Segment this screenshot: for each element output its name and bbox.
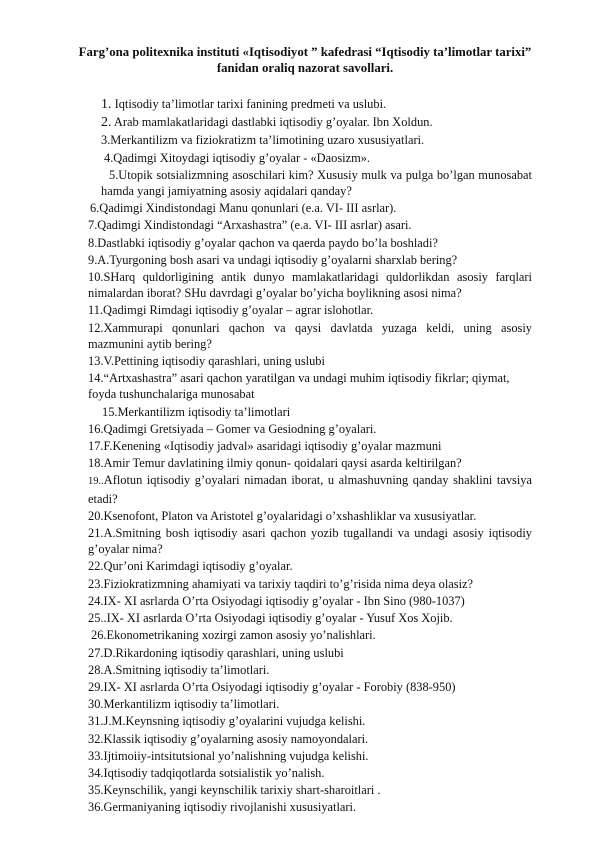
question-text: IX- XI asrlarda O’rta Osiyodagi iqtisodiy g’oyalar - Forobiy (838-950) xyxy=(103,679,456,694)
question-item xyxy=(88,525,532,557)
question-item xyxy=(88,114,532,131)
question-number: 36. xyxy=(88,800,104,815)
question-text: Qadimgi Xindistondagi Manu qonunlari (e.a. VI- III asrlar). xyxy=(99,201,397,216)
question-item xyxy=(88,508,532,524)
question-number: 25.. xyxy=(88,611,107,626)
question-text: A.Smitning bosh iqtisodiy asari qachon yozib tugallandi va undagi asosiy iqtisodiy g’oyalar nima? xyxy=(88,526,532,557)
question-text: Iqtisodiy ta’limotlar tarixi fanining predmeti va uslubi. xyxy=(114,97,387,111)
question-item xyxy=(88,610,532,626)
question-text: Aflotun iqtisodiy g’oyalari nimadan iborat, u almashuvning qanday shaklini tavsiya etadi? xyxy=(88,473,532,506)
question-item xyxy=(88,679,532,695)
question-number: 31. xyxy=(88,714,104,729)
question-text: Utopik sotsializmning asoschilari kim? Xususiy mulk va pulga bo’lgan munosabat hamda yangi jamiyatning asosiy aqidalari qanday? xyxy=(101,167,532,199)
question-item xyxy=(88,576,532,592)
question-number: 33. xyxy=(88,748,104,763)
question-item xyxy=(88,370,532,402)
question-item xyxy=(88,765,532,781)
question-item xyxy=(88,252,532,268)
question-number: 5. xyxy=(109,167,119,182)
question-item xyxy=(88,96,532,113)
question-item xyxy=(88,713,532,729)
question-number: 30. xyxy=(88,697,104,712)
question-list xyxy=(88,96,532,817)
question-number: 29. xyxy=(88,679,104,694)
question-number: 26. xyxy=(91,628,107,643)
question-number: 4. xyxy=(104,150,114,165)
question-number: 24. xyxy=(88,593,104,608)
question-item xyxy=(88,353,532,369)
question-text: Qur’oni Karimdagi iqtisodiy g’oyalar. xyxy=(103,559,293,574)
question-item xyxy=(88,235,532,251)
question-text: F.Kenening «Iqtisodiy jadval» asaridagi iqtisodiy g’oyalar mazmuni xyxy=(103,439,442,454)
question-number: 2. xyxy=(101,115,112,131)
question-number: 32. xyxy=(88,731,104,746)
question-item xyxy=(88,472,532,506)
question-number: 14. xyxy=(88,371,104,386)
question-text: Germaniyaning iqtisodiy rivojlanishi xususiyatlari. xyxy=(103,800,357,815)
question-text: A.Tyurgoning bosh asari va undagi iqtisodiy g’oyalarni sharxlab bering? xyxy=(97,252,458,267)
question-number: 9. xyxy=(88,252,98,267)
question-item xyxy=(88,302,532,318)
question-number: 19.. xyxy=(88,476,104,488)
question-number: 34. xyxy=(88,765,104,780)
question-item xyxy=(88,404,532,420)
question-text: Merkantilizm iqtisodiy ta’limotlari xyxy=(117,404,291,419)
question-item xyxy=(88,217,532,233)
question-text: Klassik iqtisodiy g’oyalarning asosiy namoyondalari. xyxy=(103,731,369,746)
question-text: Merkantilizm va fiziokratizm ta’limotining uzaro xususiyatlari. xyxy=(110,133,425,148)
question-item xyxy=(88,150,532,166)
question-item xyxy=(88,782,532,798)
question-text: Ijtimoiiy-intsitutsional yo’nalishning vujudga kelishi. xyxy=(103,748,369,763)
question-number: 3. xyxy=(101,133,111,148)
question-text: D.Rikardoning iqtisodiy qarashlari, uning uslubi xyxy=(103,645,344,660)
question-item xyxy=(88,438,532,454)
question-text: Keynschilik, yangi keynschilik tarixiy shart-sharoitlari . xyxy=(103,783,381,798)
question-item xyxy=(88,455,532,471)
question-item xyxy=(88,167,532,199)
question-item xyxy=(88,421,532,437)
question-number: 28. xyxy=(88,662,104,677)
question-text: Qadimgi Xindistondagi “Arxashastra” (e.a. VI- III asrlar) asari. xyxy=(97,218,412,233)
question-number: 12. xyxy=(88,320,104,335)
question-text: Merkantilizm iqtisodiy ta’limotlari. xyxy=(103,697,280,712)
question-text: Xammurapi qonunlari qachon va qaysi davlatda yuzaga keldi, uning asosiy mazmunini aytib bering? xyxy=(88,320,532,351)
question-number: 6. xyxy=(90,201,100,216)
question-text: Ekonometrikaning xozirgi zamon asosiy yo’nalishlari. xyxy=(106,628,376,643)
question-number: 18. xyxy=(88,456,104,471)
question-item xyxy=(88,558,532,574)
question-text: Arab mamlakatlaridagi dastlabki iqtisodiy g’oyalar. Ibn Xoldun. xyxy=(113,115,433,130)
question-number: 8. xyxy=(88,235,98,250)
question-number: 23. xyxy=(88,576,104,591)
question-item xyxy=(88,200,532,216)
question-number: 11. xyxy=(88,303,104,318)
question-text: Ksenofont, Platon va Aristotel g’oyalaridagi o’xshashliklar va xususiyatlar. xyxy=(103,508,477,523)
question-number: 21. xyxy=(88,526,104,541)
question-item xyxy=(88,627,532,643)
question-text: Fiziokratizmning ahamiyati va tarixiy taqdiri to’g’risida nima deya olasiz? xyxy=(103,576,474,591)
question-number: 20. xyxy=(88,508,104,523)
question-item xyxy=(88,696,532,712)
question-text: A.Smitning iqtisodiy ta’limotlari. xyxy=(103,662,270,677)
question-item xyxy=(88,132,532,148)
question-item xyxy=(88,320,532,352)
question-text: Iqtisodiy tadqiqotlarda sotsialistik yo’nalish. xyxy=(103,765,325,780)
question-number: 13. xyxy=(88,354,104,369)
question-item xyxy=(88,269,532,301)
question-text: Qadimgi Rimdagi iqtisodiy g’oyalar – agrar islohotlar. xyxy=(103,303,374,318)
question-item xyxy=(88,748,532,764)
question-text: “Artxashastra” asari qachon yaratilgan va undagi muhim iqtisodiy fikrlar; qiymat, foyda tushunchalariga munosabat xyxy=(88,371,510,402)
question-text: Dastlabki iqtisodiy g’oyalar qachon va qaerda paydo bo’la boshladi? xyxy=(97,235,438,250)
question-number: 16. xyxy=(88,421,104,436)
question-text: IX- XI asrlarda O’rta Osiyodagi iqtisodiy g’oyalar - Ibn Sino (980-1037) xyxy=(103,593,465,608)
page-title: Farg’ona politexnika instituti «Iqtisodiyot ” kafedrasi “Iqtisodiy ta’limotlar tarixi” fanidan oraliq nazorat savollari. xyxy=(78,45,532,75)
question-item xyxy=(88,731,532,747)
question-number: 22. xyxy=(88,559,104,574)
question-item xyxy=(88,593,532,609)
question-number: 1. xyxy=(101,97,112,112)
question-number: 10. xyxy=(88,270,104,285)
question-text: Qadimgi Xitoydagi iqtisodiy g’oyalar - «Daosizm». xyxy=(113,150,371,165)
question-number: 15. xyxy=(102,404,118,419)
question-text: Amir Temur davlatining ilmiy qonun- qoidalari qaysi asarda keltirilgan? xyxy=(103,456,462,471)
question-text: V.Pettining iqtisodiy qarashlari, uning uslubi xyxy=(103,354,325,369)
question-number: 35. xyxy=(88,783,104,798)
question-number: 17. xyxy=(88,439,104,454)
question-item xyxy=(88,645,532,661)
question-number: 27. xyxy=(88,645,104,660)
question-item xyxy=(88,799,532,815)
question-text: Qadimgi Gretsiyada – Gomer va Gesiodning g’oyalari. xyxy=(103,421,377,436)
question-text: IX- XI asrlarda O’rta Osiyodagi iqtisodiy g’oyalar - Yusuf Xos Xojib. xyxy=(106,611,453,626)
question-text: SHarq quldorligining antik dunyo mamlakatlaridagi quldorlikdan asosiy farqlari nimalardan iborat? SHu davrdagi g’oyalar bo’yicha boylikning asosi nima? xyxy=(88,270,532,301)
question-number: 7. xyxy=(88,218,98,233)
question-item xyxy=(88,662,532,678)
question-text: J.M.Keynsning iqtisodiy g’oyalarini vujudga kelishi. xyxy=(103,714,366,729)
